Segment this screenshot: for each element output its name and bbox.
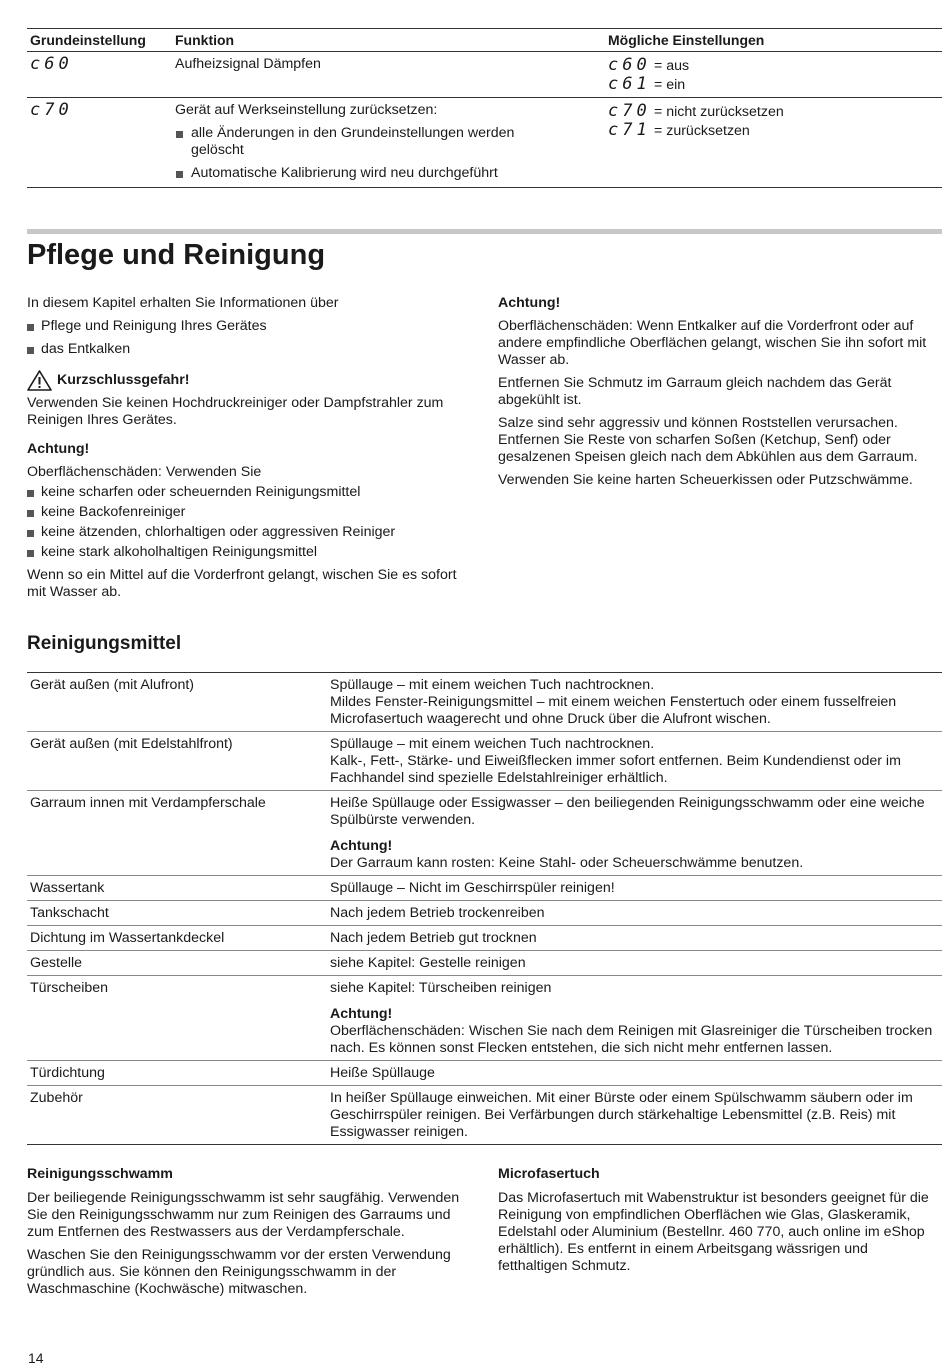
cleaning-item: Tankschacht bbox=[30, 905, 109, 921]
header-setting: Grundeinstellung bbox=[30, 31, 146, 48]
setting-code: c60 bbox=[30, 54, 73, 74]
paragraph: Verwenden Sie keine harten Scheuerkissen oder Putzschwämme. bbox=[498, 472, 913, 488]
sponge-section bbox=[27, 1166, 467, 1304]
option-label: = zurücksetzen bbox=[654, 123, 750, 139]
warning-heading bbox=[27, 370, 467, 391]
table-row bbox=[27, 731, 942, 790]
option-label: = ein bbox=[654, 77, 686, 93]
instruction-text: Heiße Spüllauge oder Essigwasser – den beiliegenden Reinigungsschwamm oder eine weiche Spülbürste verwenden. bbox=[330, 795, 925, 828]
option-code: c70 bbox=[608, 101, 651, 121]
cleaning-instructions bbox=[330, 1090, 942, 1141]
list-item: Pflege und Reinigung Ihres Gerätes bbox=[27, 318, 467, 335]
paragraph: Entfernen Sie Schmutz im Garraum gleich nachdem das Gerät abgekühlt ist. bbox=[498, 375, 892, 408]
cleaning-instructions bbox=[330, 880, 942, 897]
chapter-title: Pflege und Reinigung bbox=[27, 239, 326, 271]
table-row bbox=[27, 875, 942, 900]
instruction-text: siehe Kapitel: Gestelle reinigen bbox=[330, 955, 526, 971]
cleaning-instructions bbox=[330, 930, 942, 947]
instruction-text: Mildes Fenster-Reinigungsmittel – mit einem weichen Fenstertuch oder einem fusselfreien Microfasertuch waagerecht und ohne Druck über die Alufront wischen. bbox=[330, 694, 897, 727]
cleaning-instructions bbox=[330, 905, 942, 922]
caution-after: Wenn so ein Mittel auf die Vorderfront gelangt, wischen Sie es sofort mit Wasser ab. bbox=[27, 567, 457, 600]
caution-title: Achtung! bbox=[498, 295, 561, 311]
instruction-text: In heißer Spüllauge einweichen. Mit einer Bürste oder einem Spülschwamm säubern oder im Geschirrspüler reinigen. Bei Verfärbungen durch stärkehaltige Lebensmittel (z.B. Reis) mit Essigwasser reinigen. bbox=[330, 1090, 913, 1140]
caution-text: Der Garraum kann rosten: Keine Stahl- oder Scheuerschwämme benutzen. bbox=[330, 855, 804, 871]
list-item: Automatische Kalibrierung wird neu durchgeführt bbox=[175, 165, 570, 182]
paragraph: Salze sind sehr aggressiv und können Roststellen verursachen. Entfernen Sie Reste von scharfen Soßen (Ketchup, Senf) oder gesalzenen Speisen gleich nach dem Abkühlen aus dem Garraum. bbox=[498, 415, 918, 465]
setting-function: Gerät auf Werkseinstellung zurücksetzen: bbox=[175, 102, 438, 118]
header-options: Mögliche Einstellungen bbox=[608, 31, 765, 48]
cleaning-item: Gestelle bbox=[30, 955, 83, 971]
list-item: keine stark alkoholhaltigen Reinigungsmittel bbox=[27, 544, 467, 561]
microfiber-section bbox=[498, 1166, 938, 1281]
caution-intro: Oberflächenschäden: Verwenden Sie bbox=[27, 464, 262, 480]
cleaning-instructions bbox=[330, 955, 942, 972]
caution-bullets bbox=[27, 484, 467, 561]
section-heading: Reinigungsschwamm bbox=[27, 1166, 173, 1182]
list-item: keine scharfen oder scheuernden Reinigungsmittel bbox=[27, 484, 467, 501]
chapter-left-column bbox=[27, 295, 467, 607]
setting-function: Aufheizsignal Dämpfen bbox=[175, 56, 321, 72]
caution-title: Achtung! bbox=[330, 838, 393, 854]
header-function: Funktion bbox=[175, 31, 235, 48]
list-item: keine ätzenden, chlorhaltigen oder aggressiven Reiniger bbox=[27, 524, 467, 541]
table-row bbox=[27, 52, 942, 98]
cleaning-table bbox=[27, 672, 942, 1145]
instruction-text: Spüllauge – Nicht im Geschirrspüler reinigen! bbox=[330, 880, 615, 896]
chapter-right-column bbox=[498, 295, 938, 495]
table-row bbox=[27, 98, 942, 188]
cleaning-item: Türdichtung bbox=[30, 1065, 105, 1081]
cleaning-instructions bbox=[330, 677, 942, 728]
list-item: das Entkalken bbox=[27, 341, 467, 358]
cleaning-item: Türscheiben bbox=[30, 980, 109, 996]
paragraph: Waschen Sie den Reinigungsschwamm vor der ersten Verwendung gründlich aus. Sie können den Reinigungsschwamm in der Waschmaschine (Kochwäsche) mitwaschen. bbox=[27, 1247, 451, 1297]
setting-options bbox=[608, 98, 942, 187]
table-row bbox=[27, 950, 942, 975]
setting-bullets bbox=[175, 125, 570, 182]
instruction-text: Heiße Spüllauge bbox=[330, 1065, 435, 1081]
instruction-text: Kalk-, Fett-, Stärke- und Eiweißflecken immer sofort entfernen. Beim Kundendienst oder im Fachhandel sind spezielle Edelstahlreiniger erhältlich. bbox=[330, 753, 901, 786]
section-title: Reinigungsmittel bbox=[27, 633, 182, 654]
paragraph: Das Microfasertuch mit Wabenstruktur ist besonders geeignet für die Reinigung von empfindlichen Oberflächen wie Glas, Glaskeramik, Edelstahl oder Aluminium (Bestellnr. 460 770, auch online im eShop erhältlich). Es entfernt in einem Arbeitsgang wässrigen und fetthaltigen Schmutz. bbox=[498, 1190, 929, 1274]
settings-table-header bbox=[27, 29, 942, 52]
cleaning-instructions bbox=[330, 1065, 942, 1082]
table-row bbox=[27, 900, 942, 925]
paragraph: Oberflächenschäden: Wenn Entkalker auf die Vorderfront oder auf andere empfindliche Oberflächen gelangt, wischen Sie ihn sofort mit Wasser ab. bbox=[498, 318, 927, 368]
settings-table bbox=[27, 28, 942, 188]
option-label: = aus bbox=[654, 58, 690, 74]
page-number: 14 bbox=[28, 1350, 44, 1366]
warning-triangle-icon bbox=[27, 370, 52, 391]
instruction-text: siehe Kapitel: Türscheiben reinigen bbox=[330, 980, 552, 996]
paragraph: Der beiliegende Reinigungsschwamm ist sehr saugfähig. Verwenden Sie den Reinigungsschwamm nur zum Reinigen des Garraums und zum Entfernen des Restwassers aus der Verdampferschale. bbox=[27, 1190, 460, 1240]
warning-text: Verwenden Sie keinen Hochdruckreiniger oder Dampfstrahler zum Reinigen Ihres Gerätes. bbox=[27, 395, 444, 428]
option-label: = nicht zurücksetzen bbox=[654, 104, 784, 120]
caution-title: Achtung! bbox=[27, 441, 90, 457]
table-row bbox=[27, 975, 942, 1060]
table-row bbox=[27, 673, 942, 731]
cleaning-instructions bbox=[330, 980, 942, 1057]
list-item: keine Backofenreiniger bbox=[27, 504, 467, 521]
table-row bbox=[27, 790, 942, 875]
warning-title: Kurzschlussgefahr! bbox=[57, 372, 190, 388]
table-row bbox=[27, 1060, 942, 1085]
list-item: alle Änderungen in den Grundeinstellungen werden gelöscht bbox=[175, 125, 570, 159]
cleaning-item: Dichtung im Wassertankdeckel bbox=[30, 930, 225, 946]
cleaning-instructions bbox=[330, 736, 942, 787]
chapter-divider bbox=[27, 229, 942, 234]
option-code: c71 bbox=[608, 120, 651, 140]
cleaning-instructions bbox=[330, 795, 942, 872]
setting-code: c70 bbox=[30, 100, 73, 120]
instruction-text: Spüllauge – mit einem weichen Tuch nachtrocknen. bbox=[330, 677, 655, 693]
cleaning-item: Wassertank bbox=[30, 880, 105, 896]
cleaning-item: Garraum innen mit Verdampferschale bbox=[30, 795, 266, 811]
table-row bbox=[27, 1085, 942, 1144]
instruction-text: Spüllauge – mit einem weichen Tuch nachtrocknen. bbox=[330, 736, 655, 752]
cleaning-item: Gerät außen (mit Alufront) bbox=[30, 677, 195, 693]
setting-options bbox=[608, 52, 942, 97]
option-code: c60 bbox=[608, 55, 651, 75]
instruction-text: Nach jedem Betrieb gut trocknen bbox=[330, 930, 537, 946]
intro-text: In diesem Kapitel erhalten Sie Informationen über bbox=[27, 295, 339, 311]
option-code: c61 bbox=[608, 74, 651, 94]
caution-text: Oberflächenschäden: Wischen Sie nach dem Reinigen mit Glasreiniger die Türscheiben trocken nach. Es können sonst Flecken entstehen, die sich nicht mehr entfernen lassen. bbox=[330, 1023, 933, 1056]
cleaning-item: Gerät außen (mit Edelstahlfront) bbox=[30, 736, 233, 752]
section-heading: Microfasertuch bbox=[498, 1166, 600, 1182]
table-row bbox=[27, 925, 942, 950]
cleaning-item: Zubehör bbox=[30, 1090, 83, 1106]
instruction-text: Nach jedem Betrieb trockenreiben bbox=[330, 905, 545, 921]
intro-bullets bbox=[27, 318, 467, 358]
caution-title: Achtung! bbox=[330, 1006, 393, 1022]
